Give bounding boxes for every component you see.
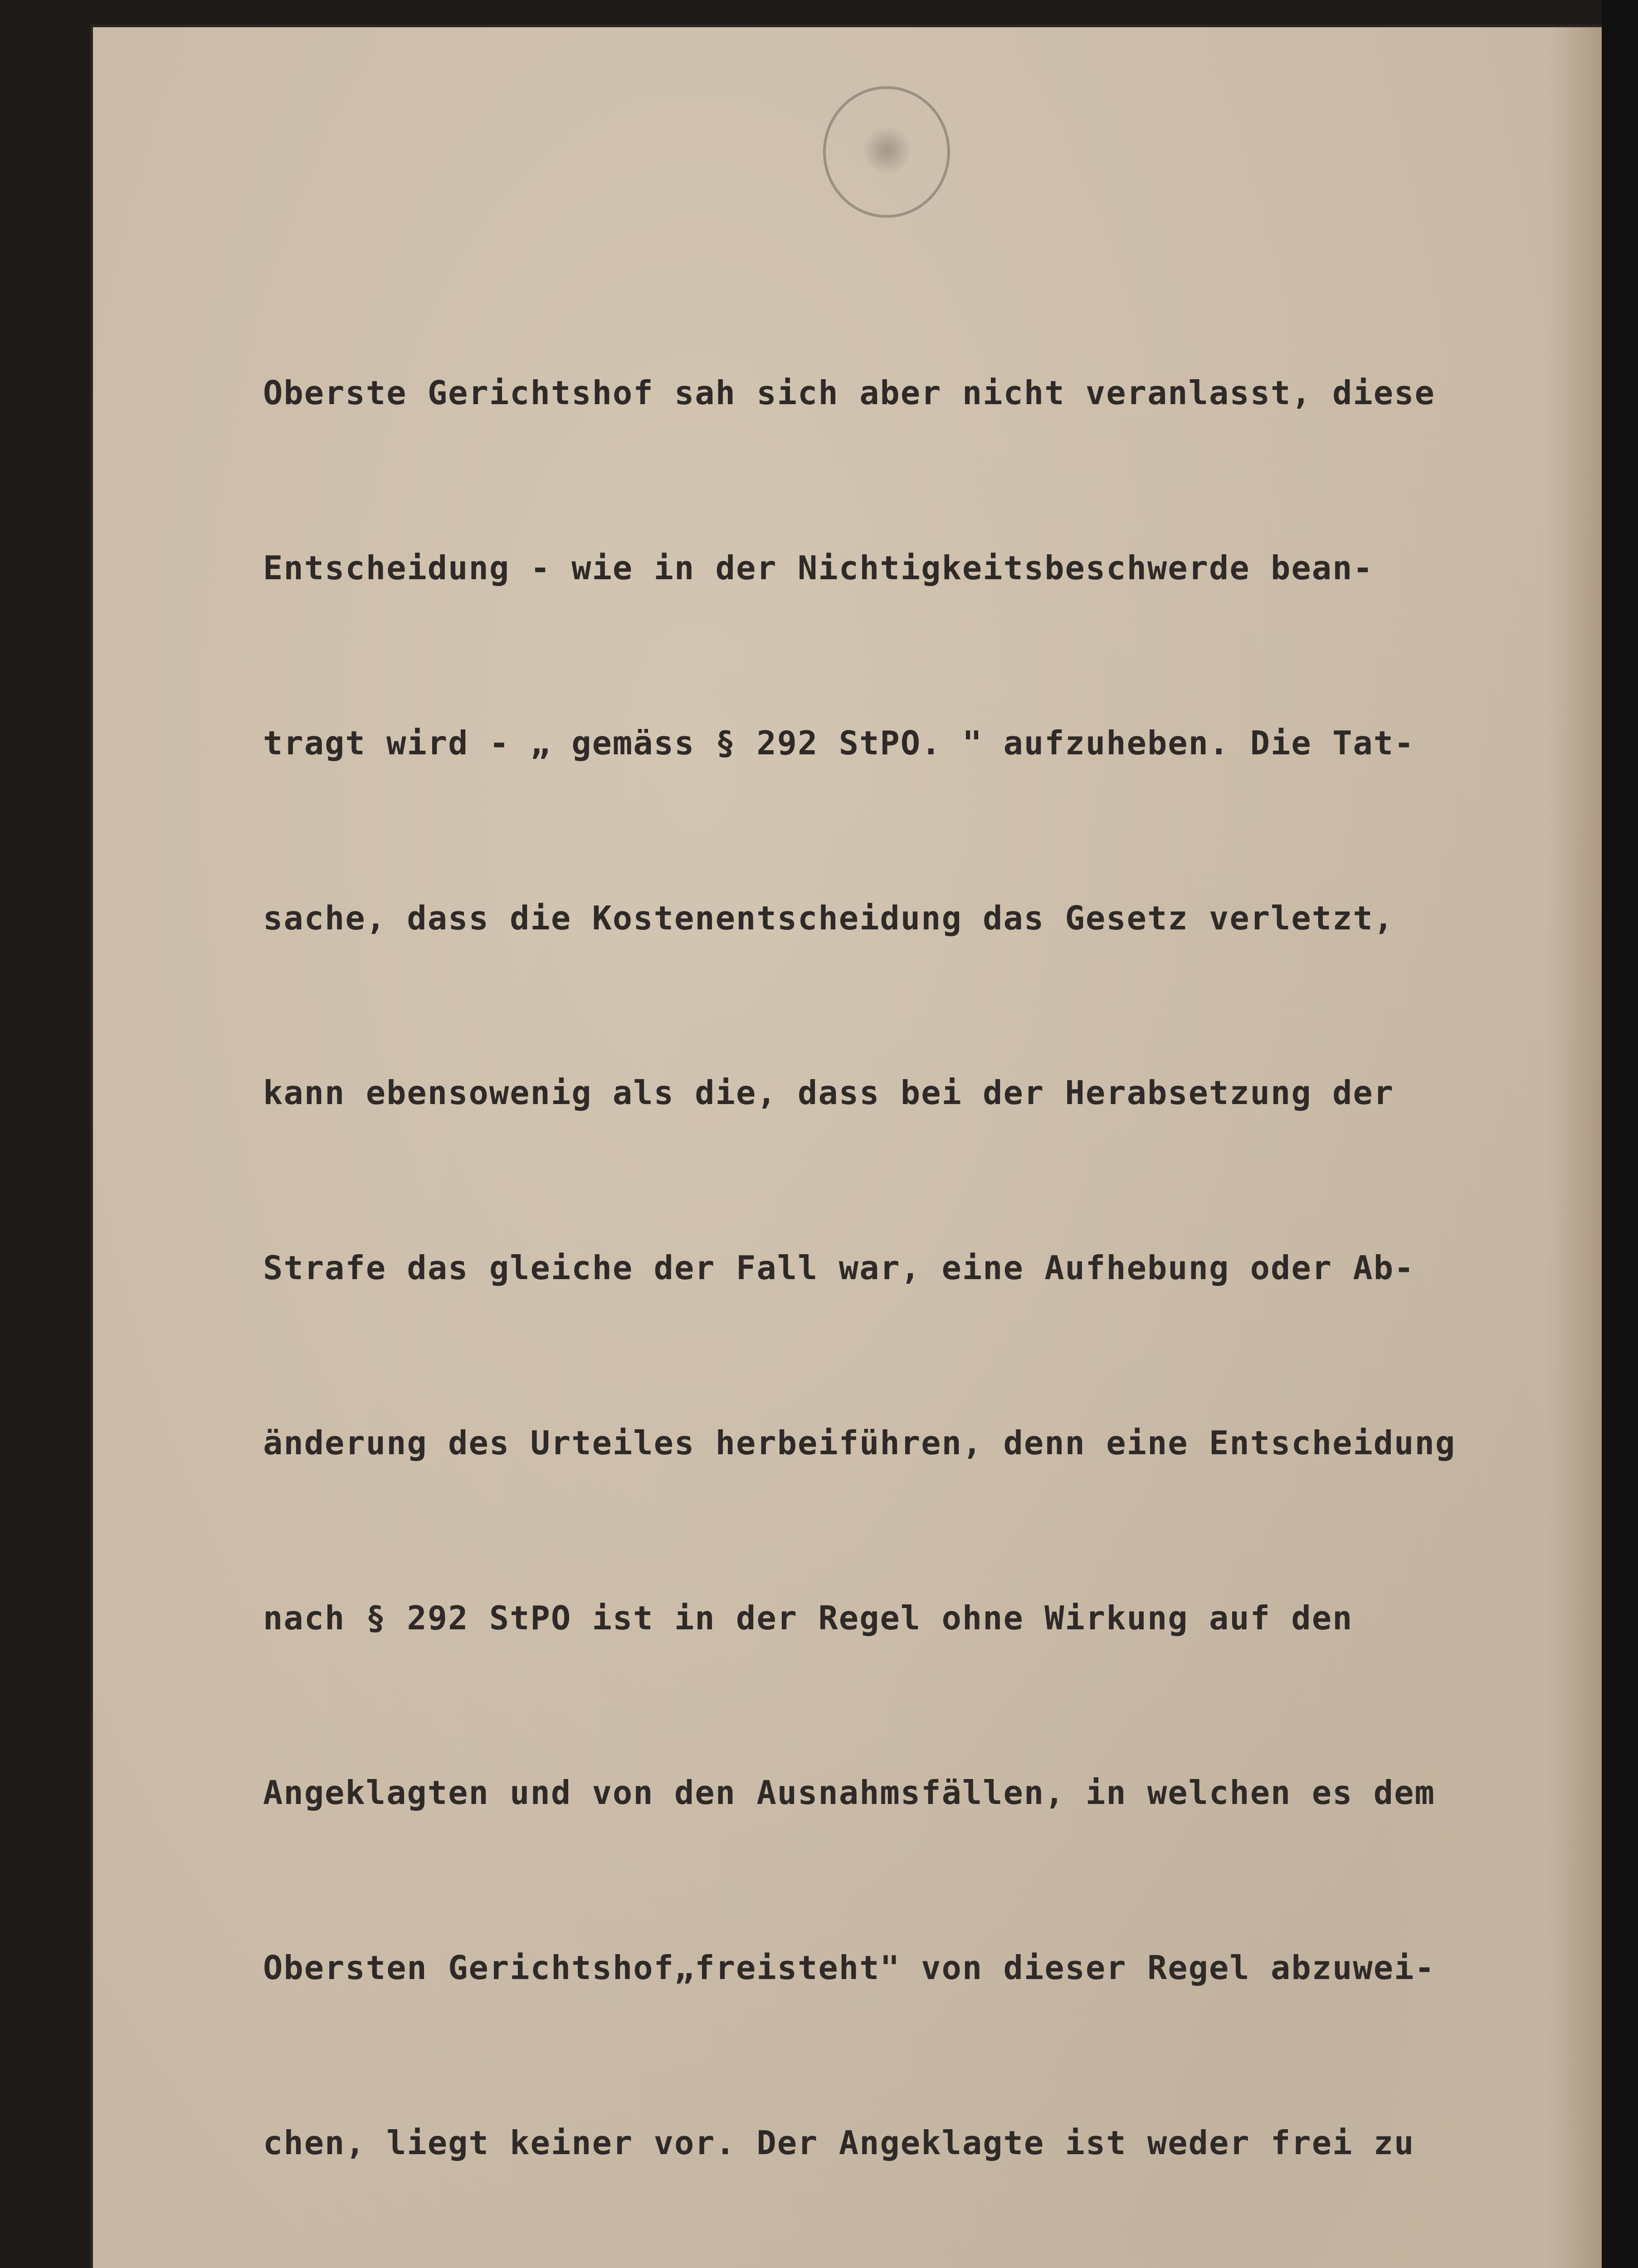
text-line: chen, liegt keiner vor. Der Angeklagte ist weder frei zu xyxy=(263,2124,1415,2162)
text-line: Angeklagten und von den Ausnahmsfällen, in welchen es dem xyxy=(263,1774,1435,1812)
text-line: Obersten Gerichtshof„freisteht" von dieser Regel abzuwei- xyxy=(263,1949,1435,1987)
scan-border xyxy=(1602,0,1638,2268)
text-line: sache, dass die Kostenentscheidung das Gesetz verletzt, xyxy=(263,899,1394,937)
text-line: änderung des Urteiles herbeiführen, denn eine Entscheidung xyxy=(263,1423,1456,1462)
text-line: Strafe das gleiche der Fall war, eine Aufhebung oder Ab- xyxy=(263,1249,1415,1287)
text-line: Entscheidung - wie in der Nichtigkeitsbeschwerde bean- xyxy=(263,548,1374,587)
typewritten-text xyxy=(263,247,1578,2268)
text-line: tragt wird - „ gemäss § 292 StPO. " aufzuheben. Die Tat- xyxy=(263,723,1415,762)
text-line: kann ebensowenig als die, dass bei der Herabsetzung der xyxy=(263,1074,1394,1112)
text-line: nach § 292 StPO ist in der Regel ohne Wirkung auf den xyxy=(263,1598,1353,1637)
text-line: Oberste Gerichtshof sah sich aber nicht veranlasst, diese xyxy=(263,374,1435,412)
faded-seal-stamp xyxy=(823,86,950,218)
